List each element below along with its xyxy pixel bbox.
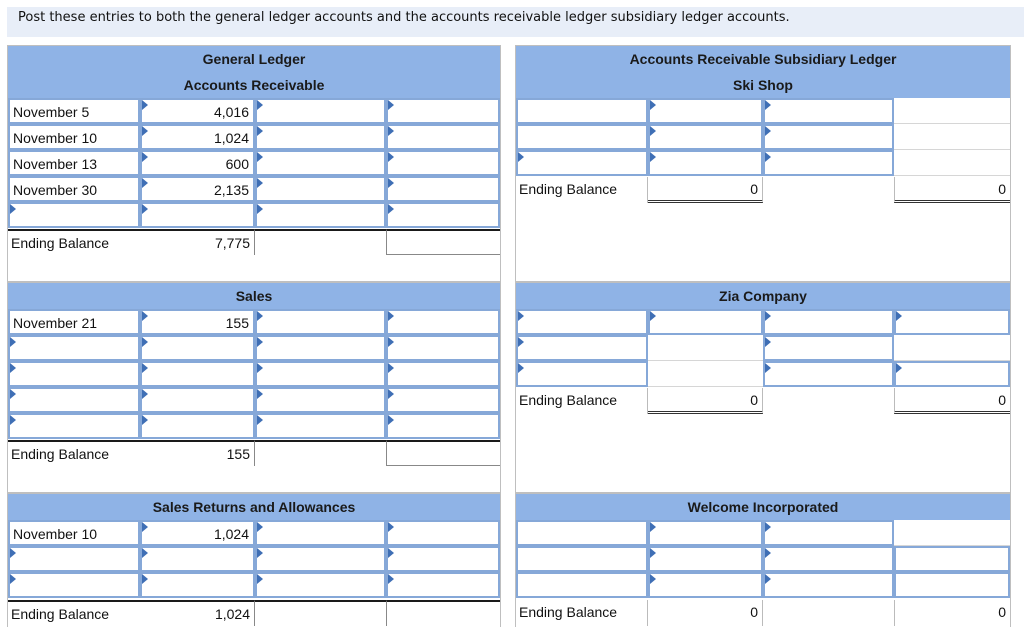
sra-row-date-right[interactable] <box>255 572 386 598</box>
gl-sales-returns-panel <box>7 493 501 627</box>
sales-row-debit[interactable] <box>140 387 255 413</box>
sales-row-debit[interactable] <box>140 413 255 439</box>
sales-row-date-right[interactable] <box>255 413 386 439</box>
ar-row-date-right[interactable] <box>255 150 386 176</box>
zia-row-debit <box>648 361 763 387</box>
ski-row-balance <box>894 150 1010 176</box>
zia-row-debit <box>648 335 763 361</box>
zia-ending-label: Ending Balance <box>516 388 648 414</box>
ski-row-debit[interactable] <box>648 150 763 176</box>
ar-row-date-right[interactable] <box>255 124 386 150</box>
sra-row-debit[interactable]: 1,024 <box>140 520 255 546</box>
instruction-text: Post these entries to both the general ledger accounts and the accounts receivable ledger subsidiary ledger accounts. <box>18 10 790 25</box>
sub-ski-shop-panel <box>515 45 1011 282</box>
sales-ending-credit-balance <box>386 440 500 466</box>
wel-row-debit[interactable] <box>648 520 763 546</box>
ski-row-debit[interactable] <box>648 98 763 124</box>
wel-row-date[interactable] <box>516 520 648 546</box>
ar-row-date[interactable]: November 13 <box>8 150 140 176</box>
accounts-receivable-title: Accounts Receivable <box>8 72 500 98</box>
zia-ending-spacer <box>763 388 894 414</box>
wel-row-debit[interactable] <box>648 546 763 572</box>
sra-row-debit[interactable] <box>140 546 255 572</box>
sales-row-credit[interactable] <box>386 387 500 413</box>
sra-ending-label: Ending Balance <box>8 600 140 626</box>
ski-row-balance <box>894 124 1010 150</box>
ar-row-debit[interactable]: 600 <box>140 150 255 176</box>
sra-row-date[interactable]: November 10 <box>8 520 140 546</box>
sra-row-debit[interactable] <box>140 572 255 598</box>
sra-ending-spacer <box>255 600 386 626</box>
ski-row-credit[interactable] <box>763 124 894 150</box>
sales-row-date-right[interactable] <box>255 335 386 361</box>
ar-row-date[interactable]: November 5 <box>8 98 140 124</box>
sra-row-date-right[interactable] <box>255 520 386 546</box>
ar-row-credit[interactable] <box>386 176 500 202</box>
ar-row-debit[interactable]: 1,024 <box>140 124 255 150</box>
sales-row-date[interactable] <box>8 361 140 387</box>
welcome-incorporated-title: Welcome Incorporated <box>516 494 1010 520</box>
wel-row-date[interactable] <box>516 572 648 598</box>
zia-row-date[interactable] <box>516 309 648 335</box>
gl-accounts-receivable-panel <box>7 45 501 282</box>
ski-shop-title: Ski Shop <box>516 72 1010 98</box>
sra-row-date[interactable] <box>8 572 140 598</box>
wel-row-debit[interactable] <box>648 572 763 598</box>
ski-ending-label: Ending Balance <box>516 177 648 203</box>
wel-row-credit[interactable] <box>763 520 894 546</box>
ar-row-debit[interactable] <box>140 202 255 228</box>
wel-ending-label: Ending Balance <box>516 600 648 626</box>
sales-row-date[interactable] <box>8 335 140 361</box>
ski-row-debit[interactable] <box>648 124 763 150</box>
sub-welcome-incorporated-panel <box>515 493 1011 627</box>
zia-row-date[interactable] <box>516 335 648 361</box>
sales-row-credit[interactable] <box>386 309 500 335</box>
ski-row-date[interactable] <box>516 98 648 124</box>
ski-row-credit[interactable] <box>763 98 894 124</box>
zia-ending-value: 0 <box>648 388 763 414</box>
ar-row-credit[interactable] <box>386 202 500 228</box>
zia-row-balance <box>894 335 1010 361</box>
zia-row-balance[interactable] <box>894 361 1010 387</box>
ar-row-debit[interactable]: 4,016 <box>140 98 255 124</box>
ar-ending-value: 7,775 <box>140 229 255 255</box>
sra-ending-value: 1,024 <box>140 600 255 626</box>
ar-row-credit[interactable] <box>386 98 500 124</box>
ski-ending-spacer <box>763 177 894 203</box>
sales-row-debit[interactable] <box>140 361 255 387</box>
ski-row-date[interactable] <box>516 150 648 176</box>
zia-row-debit[interactable] <box>648 309 763 335</box>
general-ledger-title: General Ledger <box>8 46 500 72</box>
sales-row-date-right[interactable] <box>255 309 386 335</box>
zia-company-title: Zia Company <box>516 283 1010 309</box>
ski-row-balance <box>894 98 1010 124</box>
wel-row-date[interactable] <box>516 546 648 572</box>
zia-row-credit[interactable] <box>763 335 894 361</box>
wel-ending-balance-right: 0 <box>894 600 1010 626</box>
ar-row-date-right[interactable] <box>255 202 386 228</box>
sales-row-debit[interactable]: 155 <box>140 309 255 335</box>
subsidiary-ledger-title: Accounts Receivable Subsidiary Ledger <box>516 46 1010 72</box>
ski-row-credit[interactable] <box>763 150 894 176</box>
ar-row-date[interactable]: November 30 <box>8 176 140 202</box>
wel-row-balance <box>894 520 1010 546</box>
sub-zia-company-panel <box>515 282 1011 493</box>
ar-row-credit[interactable] <box>386 124 500 150</box>
sales-ending-spacer <box>255 440 386 466</box>
ar-row-date-right[interactable] <box>255 98 386 124</box>
wel-row-credit[interactable] <box>763 546 894 572</box>
ar-ending-label: Ending Balance <box>8 229 140 255</box>
sales-row-date[interactable] <box>8 387 140 413</box>
sra-row-credit[interactable] <box>386 546 500 572</box>
sales-row-credit[interactable] <box>386 335 500 361</box>
ar-row-credit[interactable] <box>386 150 500 176</box>
ski-ending-balance-right: 0 <box>894 177 1010 203</box>
ar-row-date[interactable] <box>8 202 140 228</box>
ar-ending-spacer <box>255 229 386 255</box>
zia-row-credit[interactable] <box>763 309 894 335</box>
wel-row-credit[interactable] <box>763 572 894 598</box>
ski-row-date[interactable] <box>516 124 648 150</box>
sales-ending-value: 155 <box>140 440 255 466</box>
sales-title: Sales <box>8 283 500 309</box>
sales-row-debit[interactable] <box>140 335 255 361</box>
ar-row-date-right[interactable] <box>255 176 386 202</box>
wel-row-balance[interactable] <box>894 572 1010 598</box>
sra-row-date-right[interactable] <box>255 546 386 572</box>
wel-ending-spacer <box>763 600 894 626</box>
instruction-bar <box>7 7 1024 37</box>
zia-row-date[interactable] <box>516 361 648 387</box>
ar-row-debit[interactable]: 2,135 <box>140 176 255 202</box>
sales-ending-label: Ending Balance <box>8 440 140 466</box>
ar-row-date[interactable]: November 10 <box>8 124 140 150</box>
zia-ending-balance-right: 0 <box>894 388 1010 414</box>
sales-row-credit[interactable] <box>386 413 500 439</box>
ar-ending-credit-balance <box>386 229 500 255</box>
sra-ending-credit-balance <box>386 600 500 626</box>
sra-row-date[interactable] <box>8 546 140 572</box>
gl-sales-panel <box>7 282 501 493</box>
wel-row-balance[interactable] <box>894 546 1010 572</box>
sales-returns-title: Sales Returns and Allowances <box>8 494 500 520</box>
sra-row-credit[interactable] <box>386 572 500 598</box>
wel-ending-value: 0 <box>648 600 763 626</box>
sales-row-date[interactable] <box>8 413 140 439</box>
ski-ending-value: 0 <box>648 177 763 203</box>
sales-row-date-right[interactable] <box>255 387 386 413</box>
sales-row-date[interactable]: November 21 <box>8 309 140 335</box>
zia-row-balance[interactable] <box>894 309 1010 335</box>
sra-row-credit[interactable] <box>386 520 500 546</box>
sales-row-date-right[interactable] <box>255 361 386 387</box>
zia-row-credit[interactable] <box>763 361 894 387</box>
sales-row-credit[interactable] <box>386 361 500 387</box>
